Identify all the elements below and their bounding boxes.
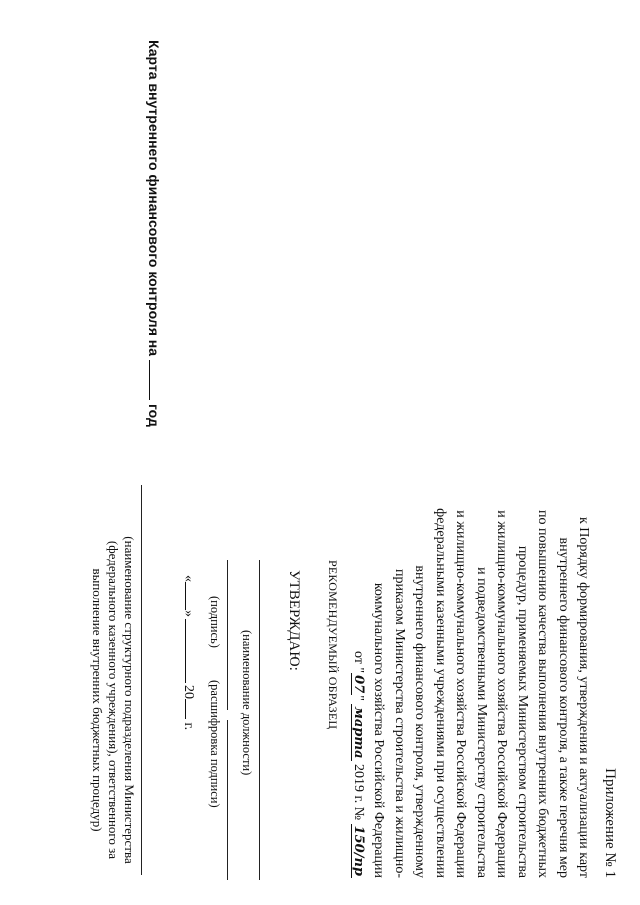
appendix-line: федеральными казенными учреждениями при осуществлении xyxy=(433,508,448,878)
date-suffix: г. xyxy=(181,722,196,731)
unit-name-line xyxy=(141,485,142,875)
order-date-line xyxy=(348,400,369,878)
appendix-line: приказом Министерства строительства и жилищно- xyxy=(392,568,407,878)
approval-date xyxy=(180,575,198,825)
name-line xyxy=(227,720,228,880)
recommended-sample-label: РЕКОМЕНДУЕМЫЙ ОБРАЗЕЦ xyxy=(326,560,340,730)
name-caption: (расшифровка подписи) xyxy=(208,680,222,808)
signature-line xyxy=(227,560,228,710)
appendix-line: и жилищно-коммунального хозяйства Российской Федерации xyxy=(453,510,469,878)
appendix-line: и жилищно-коммунального хозяйства Российской Федерации xyxy=(494,510,510,878)
appendix-line: коммунального хозяйства Российской Федерации xyxy=(371,582,387,878)
card-year-blank xyxy=(149,360,162,400)
card-title-prefix: Карта внутреннего финансового контроля на xyxy=(146,40,162,356)
appendix-line: процедур, применяемых Министерством строительства xyxy=(515,545,530,878)
date-close-quote: » xyxy=(181,610,196,617)
handwritten-month: марта xyxy=(351,706,366,759)
appendix-line: внутреннего финансового контроля, утвержденному xyxy=(412,565,428,878)
date-year: 20 xyxy=(181,685,196,699)
card-title-suffix: год xyxy=(146,404,162,427)
signature-caption: (подпись) xyxy=(208,596,222,648)
appendix-line: по повышению качества выполнения внутренних бюджетных xyxy=(535,510,551,878)
handwritten-order-number: 150/пр xyxy=(351,825,366,876)
position-line xyxy=(259,560,260,880)
appendix-line: и подведомственными Министерству строительства xyxy=(474,567,489,878)
year-blank xyxy=(185,699,198,719)
appendix-line: к Порядку формирования, утверждения и актуализации карт xyxy=(576,517,592,878)
month-blank xyxy=(185,619,198,683)
date-quote: " xyxy=(351,695,366,701)
appendix-header xyxy=(348,400,621,878)
date-prefix: от " xyxy=(351,651,366,674)
date-year-number: 2019 г. № xyxy=(351,764,366,821)
position-caption: (наименование должности) xyxy=(240,630,254,776)
day-blank xyxy=(185,582,198,610)
unit-caption: (наименование структурного подразделения Министерства (федерального казенного учреждения), ответственного за выполнение внутренних бюджетных процедур) xyxy=(90,536,137,864)
appendix-title: Приложение № 1 xyxy=(602,768,618,878)
handwritten-day: 07 xyxy=(351,675,366,694)
appendix-line: внутреннего финансового контроля, а также перечня мер xyxy=(556,537,571,878)
card-title xyxy=(146,40,162,600)
date-open-quote: « xyxy=(181,575,196,582)
approval-title: УТВЕРЖДАЮ: xyxy=(286,570,302,671)
